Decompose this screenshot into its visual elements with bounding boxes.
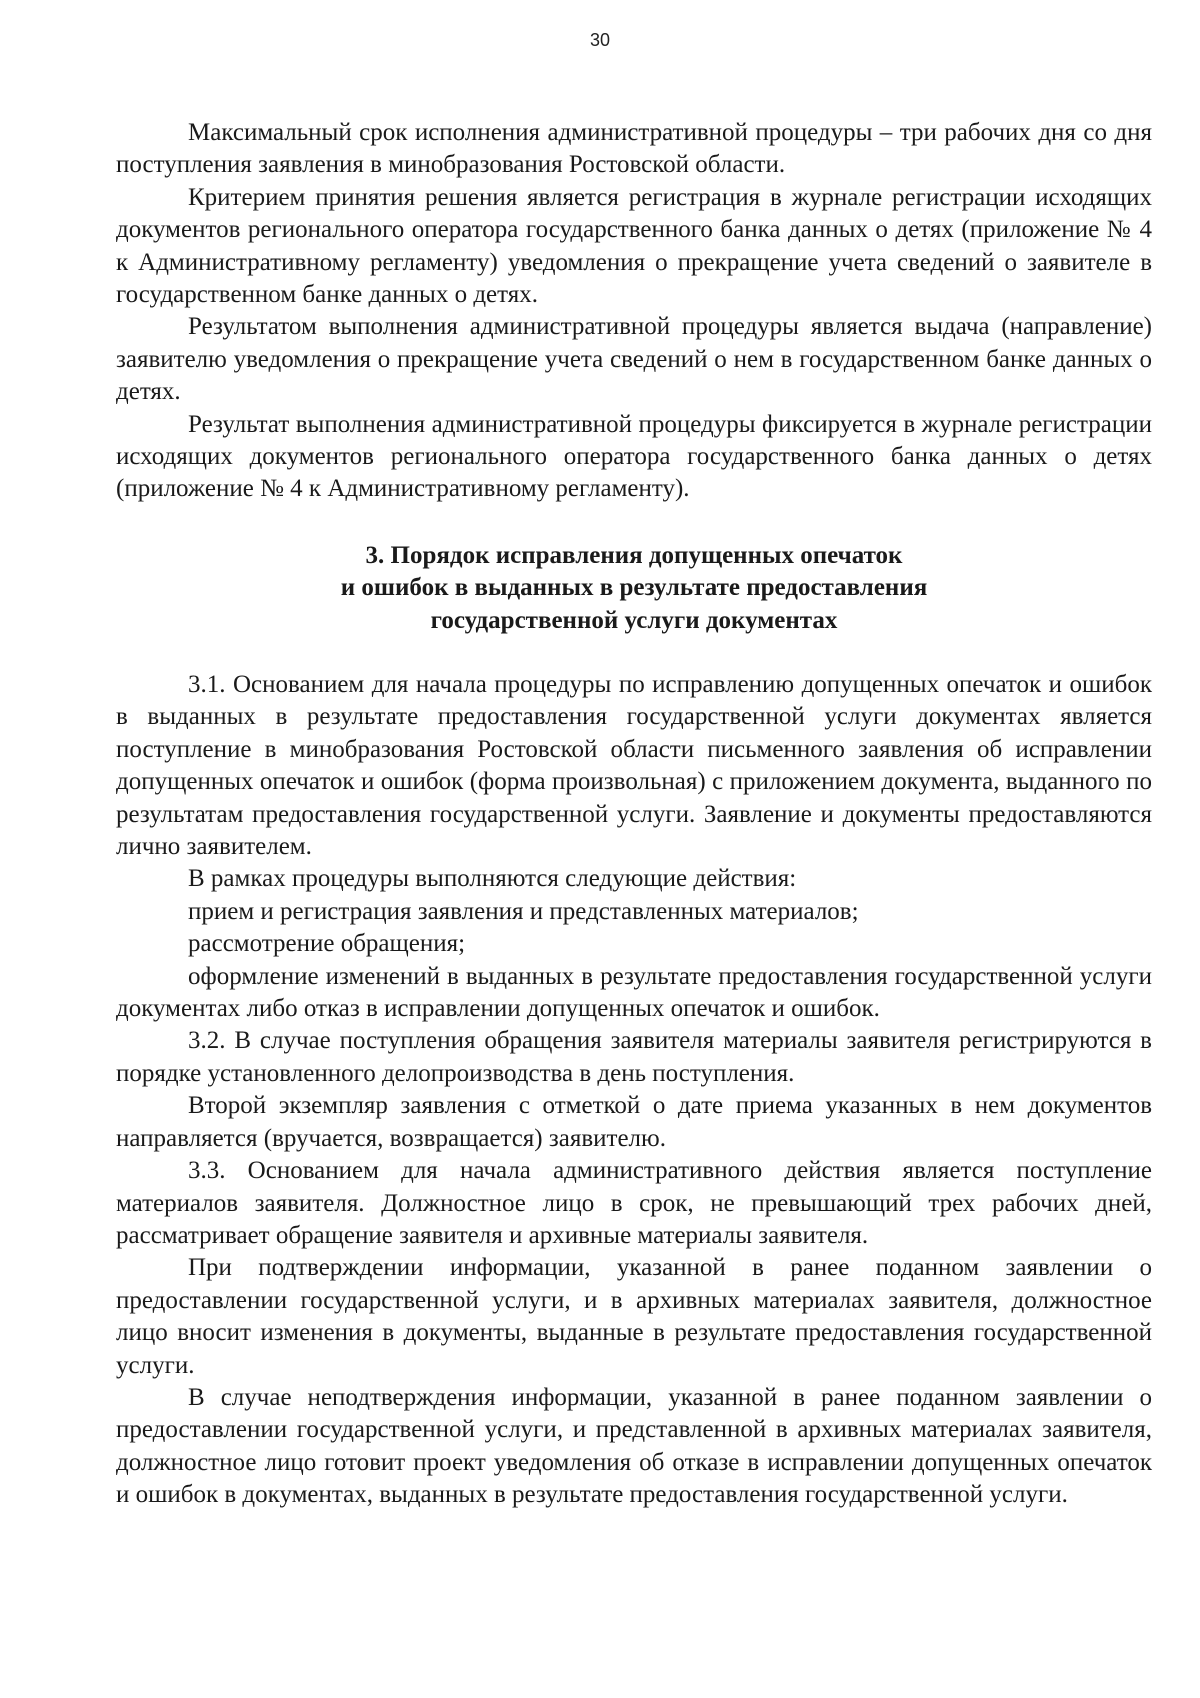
intro-text-block xyxy=(116,117,1152,506)
page-number: 30 xyxy=(589,30,611,50)
section-text-block xyxy=(116,669,1152,1512)
paragraph-max-term: Максимальный срок исполнения административной процедуры – три рабочих дня со дня поступления заявления в минобразования Ростовской области. xyxy=(116,119,1152,179)
paragraph-confirmation: При подтверждении информации, указанной в ранее поданном заявлении о предоставлении государственной услуги, и в архивных материалах заявителя, должностное лицо вносит изменения в документы, выданные в результате предоставления государственной услуги. xyxy=(116,1254,1152,1379)
paragraph-3-1-basis: 3.1. Основанием для начала процедуры по исправлению допущенных опечаток и ошибок в выданных в результате предоставления государственной услуги документах является поступление в минобразования Ростовской области письменного заявления об исправлении допущенных опечаток и ошибок (форма произвольная) с приложением документа, выданного по результатам предоставления государственной услуги. Заявление и документы предоставляются лично заявителем. xyxy=(116,671,1152,861)
paragraph-procedure-result: Результатом выполнения административной процедуры является выдача (направление) заявителю уведомления о прекращение учета сведений о нем в государственном банке данных о детях. xyxy=(116,313,1152,406)
section-heading-line-3: государственной услуги документах xyxy=(430,606,838,634)
paragraph-decision-criterion: Критерием принятия решения является регистрация в журнале регистрации исходящих документов регионального оператора государственного банка данных о детях (приложение № 4 к Административному регламенту) уведомления о прекращение учета сведений о заявителе в государственном банке данных о детях. xyxy=(116,183,1152,309)
section-heading-line-1: 3. Порядок исправления допущенных опечаток xyxy=(365,542,903,569)
paragraph-3-2-registration: 3.2. В случае поступления обращения заявителя материалы заявителя регистрируются в порядке установленного делопроизводства в день поступления. xyxy=(116,1027,1152,1087)
section-heading xyxy=(116,540,1152,637)
paragraph-non-confirmation: В случае неподтверждения информации, указанной в ранее поданном заявлении о предоставлении государственной услуги, и представленной в архивных материалах заявителя, должностное лицо готовит проект уведомления об отказе в исправлении допущенных опечаток и ошибок в документах, выданных в результате предоставления государственной услуги. xyxy=(116,1383,1152,1509)
paragraph-actions-intro: В рамках процедуры выполняются следующие действия: xyxy=(188,865,797,893)
paragraph-3-3-basis: 3.3. Основанием для начала административного действия является поступление материалов заявителя. Должностное лицо в срок, не превышающий трех рабочих дней, рассматривает обращение заявителя и архивные материалы заявителя. xyxy=(116,1157,1152,1249)
paragraph-second-copy: Второй экземпляр заявления с отметкой о дате приема указанных в нем документов направляется (вручается, возвращается) заявителю. xyxy=(116,1092,1152,1152)
paragraph-result-recording: Результат выполнения административной процедуры фиксируется в журнале регистрации исходящих документов регионального оператора государственного банка данных о детях (приложение № 4 к Административному регламенту). xyxy=(116,410,1152,503)
list-item-reception: прием и регистрация заявления и представленных материалов; xyxy=(188,897,859,925)
list-item-review: рассмотрение обращения; xyxy=(188,930,466,958)
section-heading-line-2: и ошибок в выданных в результате предоставления xyxy=(340,574,928,602)
list-item-changes: оформление изменений в выданных в результате предоставления государственной услуги документах либо отказ в исправлении допущенных опечаток и ошибок. xyxy=(116,962,1152,1023)
